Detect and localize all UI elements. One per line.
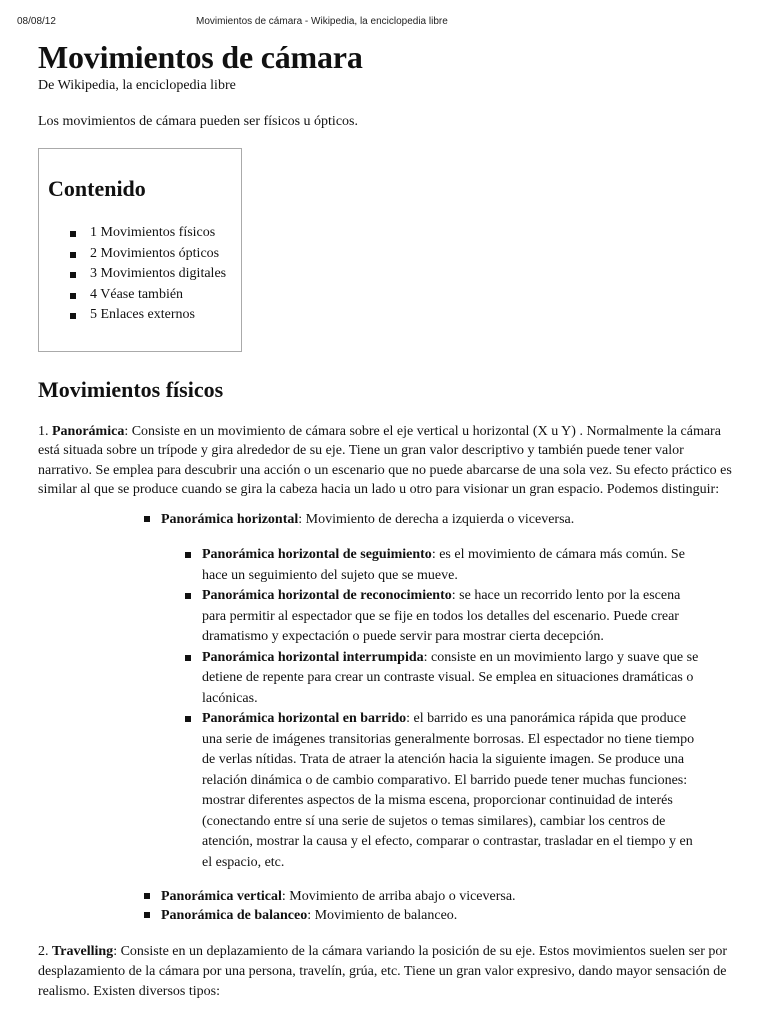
bullet-icon <box>185 552 191 558</box>
bullet-icon <box>185 716 191 722</box>
bullet-icon <box>70 252 76 258</box>
toc-item-label: 2 Movimientos ópticos <box>90 245 220 261</box>
table-of-contents <box>38 148 242 352</box>
toc-item-movimientos-fisicos[interactable] <box>70 223 233 244</box>
definition-text: : Movimiento de balanceo. <box>307 908 458 924</box>
article-content <box>38 38 734 1002</box>
bullet-icon <box>70 293 76 299</box>
bullet-icon <box>185 593 191 599</box>
bullet-icon <box>185 655 191 661</box>
panoramica-horizontal-subtypes-list <box>161 545 700 873</box>
term-panoramica-vertical: Panorámica vertical <box>161 889 282 905</box>
definition-text: : se hace un recorrido lento por la escena para permitir al espectador que se fije en todos los detalles del escenario. Puede crear dramatismo y expectación o puede servir para mostrar cierta decepción. <box>202 588 681 645</box>
term-seguimiento: Panorámica horizontal de seguimiento <box>202 547 432 563</box>
term-panoramica-horizontal: Panorámica horizontal <box>161 511 299 527</box>
print-page-title: Movimientos de cámara - Wikipedia, la enciclopedia libre <box>196 16 448 27</box>
toc-item-label: 5 Enlaces externos <box>90 307 195 323</box>
toc-item-movimientos-digitales[interactable] <box>70 264 233 285</box>
list-item-reconocimiento <box>185 586 700 648</box>
bullet-icon <box>70 272 76 278</box>
bullet-icon <box>70 231 76 237</box>
definition-text: : Movimiento de arriba abajo o viceversa. <box>281 889 516 905</box>
definition-text: : el barrido es una panorámica rápida que produce una serie de imágenes transitorias generalmente borrosas. El espectador no tiene tiempo de verlas nítidas. Trata de atraer la atención hacia la siguiente imagen. Se produce una relación dinámica o de cambio comparativo. El barrido puede tener muchas funciones: mostrar diferentes aspectos de la misma escena, proporcionar continuidad de interés (conectando entre sí una serie de sujetos o temas similares), cambiar los centros de atención, mostrar la causa y el efecto, comparar o contrastar, trasladar en el tiempo y en el espacio, etc. <box>202 711 695 870</box>
definition-text: : Consiste en un movimiento de cámara sobre el eje vertical u horizontal (X u Y) . Normalmente la cámara está situada sobre un trípode y gira alrededor de su eje. Tiene un gran valor descriptivo y también puede tener valor narrativo. Se emplea para descubrir una acción o un escenario que no puede abarcarse de una sola vez. Su efecto práctico es similar al que se produce cuando se gira la cabeza hacia un lado u otro para visionar un gran espacio. Podemos distinguir: <box>38 424 732 498</box>
paragraph-travelling <box>38 942 734 1002</box>
bullet-icon <box>144 516 150 522</box>
definition-text: : Consiste en un deplazamiento de la cámara variando la posición de su eje. Estos movimientos suelen ser por desplazamiento de la cámara por una persona, travelín, grúa, etc. Tiene un gran valor expresivo, dando mayor sensación de realismo. Existen diversos tipos: <box>38 943 728 999</box>
print-header <box>0 16 768 32</box>
definition-text: : es el movimiento de cámara más común. Se hace un seguimiento del sujeto que se mueve. <box>202 547 685 583</box>
definition-text: : Movimiento de derecha a izquierda o viceversa. <box>298 511 575 527</box>
toc-item-label: 3 Movimientos digitales <box>90 266 227 282</box>
page-title: Movimientos de cámara <box>38 39 363 75</box>
term-panoramica: Panorámica <box>52 424 125 439</box>
toc-item-label: 4 Véase también <box>90 286 184 302</box>
list-item-barrido <box>185 709 700 873</box>
item-number: 1. <box>38 424 52 439</box>
section-title-movimientos-fisicos: Movimientos físicos <box>38 377 224 402</box>
bullet-icon <box>70 313 76 319</box>
article-subtitle: De Wikipedia, la enciclopedia libre <box>38 78 236 93</box>
article-intro: Los movimientos de cámara pueden ser físicos u ópticos. <box>38 114 358 129</box>
term-panoramica-balanceo: Panorámica de balanceo <box>161 908 308 924</box>
term-barrido: Panorámica horizontal en barrido <box>202 711 407 727</box>
panoramica-other-types-list <box>38 887 734 926</box>
bullet-icon <box>144 893 150 899</box>
paragraph-panoramica <box>38 422 734 500</box>
panoramica-types-list <box>38 510 734 873</box>
list-item-interrumpida <box>185 648 700 710</box>
toc-list <box>48 223 233 326</box>
list-item-seguimiento <box>185 545 700 586</box>
definition-text: : consiste en un movimiento largo y suave que se detiene de repente para crear un contraste visual. Se emplea en situaciones dramáticas o lacónicas. <box>202 649 699 706</box>
term-interrumpida: Panorámica horizontal interrumpida <box>202 649 424 665</box>
item-number: 2. <box>38 943 52 959</box>
print-date: 08/08/12 <box>17 16 56 27</box>
term-reconocimiento: Panorámica horizontal de reconocimiento <box>202 588 452 604</box>
list-item-panoramica-vertical <box>144 887 734 906</box>
toc-item-enlaces-externos[interactable] <box>70 305 233 326</box>
toc-item-vease-tambien[interactable] <box>70 285 233 306</box>
toc-title: Contenido <box>48 176 146 201</box>
list-item-panoramica-balanceo <box>144 906 734 925</box>
toc-item-movimientos-opticos[interactable] <box>70 244 233 265</box>
term-travelling: Travelling <box>52 943 114 959</box>
list-item-panoramica-horizontal <box>144 510 734 873</box>
bullet-icon <box>144 912 150 918</box>
toc-item-label: 1 Movimientos físicos <box>90 225 216 240</box>
